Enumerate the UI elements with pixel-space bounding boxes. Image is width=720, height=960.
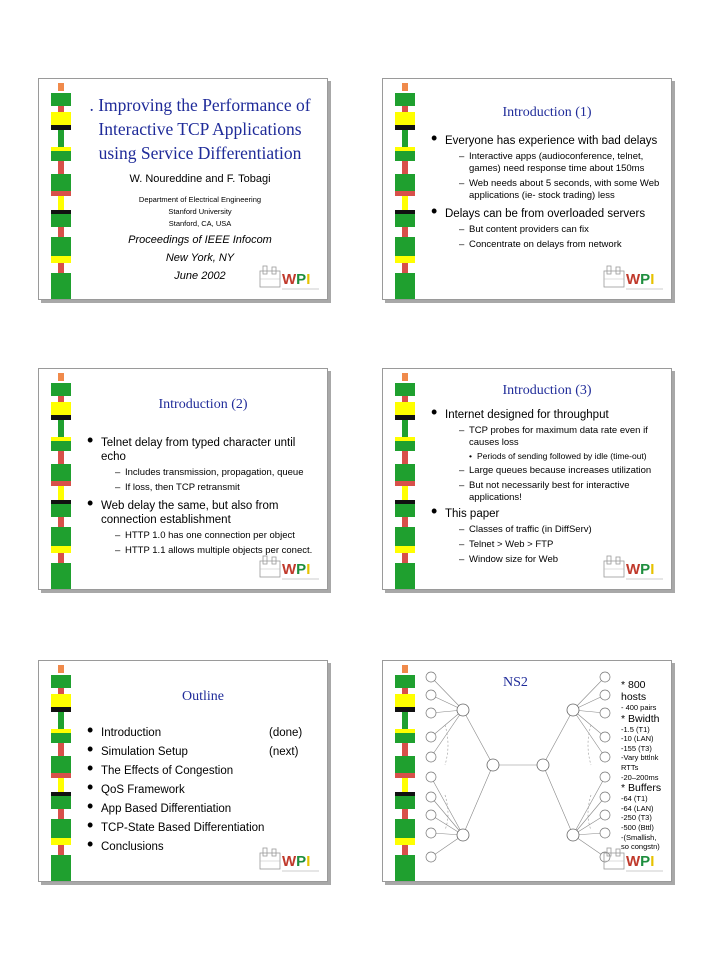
ns2-param-line: so congstn) [621,842,660,852]
sub-bullet: – Interactive apps (audioconference, telnet, games) need response time about 150ms [459,151,663,175]
ns2-param-line: -20–200ms [621,772,659,782]
slide-heading: NS2 [503,675,528,690]
paper-date: June 2002 [174,270,226,282]
sub-bullet: – Concentrate on delays from network [459,239,663,251]
slide-color-bar [51,661,71,881]
slide-color-bar [51,79,71,299]
wpi-logo [603,845,665,875]
slide-heading: Introduction (2) [158,397,248,412]
outline-item: • Introduction (done) [87,726,319,740]
slide-ns2[interactable] [382,660,672,882]
wpi-logo [259,553,321,583]
bullet: • This paper – Classes of traffic (in DiffServ) – Telnet > Web > FTP – Window size for Web [431,507,663,566]
sub-bullet: – Web needs about 5 seconds, with some Web applications (ie- stock trading) less [459,178,663,202]
ns2-param-line: -Vary bttlnk [621,753,659,763]
slide-outline[interactable] [38,660,328,882]
bullet: • Telnet delay from typed character until echo – Includes transmission, propagation, queue – If loss, then TCP retransmit [87,436,319,494]
slide-title[interactable] [38,78,328,300]
bullet: • Web delay the same, but also from connection establishment – HTTP 1.0 has one connection per object – HTTP 1.1 allows multiple objects per conect. [87,499,319,557]
bullet: • Internet designed for throughput – TCP probes for maximum data rate even if causes loss • Periods of sending followed by idle (time-out) – Large queues because increases utilization – But not necessarily best for interactive applications! [431,408,663,504]
bullet: • Delays can be from overloaded servers – But content providers can fix – Concentrate on delays from network [431,207,663,251]
bullet: • Everyone has experience with bad delays – Interactive apps (audioconference, telnet, games) need response time about 150ms – Web needs about 5 seconds, with some Web applications (ie- stock trading) less [431,134,663,202]
ns2-param-line: -64 (LAN) [621,803,654,813]
ns2-param-line: * Bwidth [621,712,660,725]
slide-heading: Introduction (1) [502,105,592,120]
ns2-param-line: -10 (LAN) [621,734,654,744]
sub-bullet: – Telnet > Web > FTP [459,539,663,551]
outline-item: • Conclusions [87,840,319,854]
paper-dept: Department of Electrical Engineering [138,195,262,204]
svg-text:WPI: WPI [282,271,311,288]
paper-proceedings: Proceedings of IEEE Infocom [128,234,272,246]
sub-bullet: – Includes transmission, propagation, queue [115,467,319,479]
svg-text:WPI: WPI [626,271,655,288]
paper-title: . Improving the Performance of Interactive TCP Applications using Service Differentiation [89,95,311,163]
sub-bullet: – TCP probes for maximum data rate even if causes loss • Periods of sending followed by idle (time-out) [459,425,663,462]
slide-color-bar [51,369,71,589]
slide-intro-2[interactable] [38,368,328,590]
sub-bullet: – Window size for Web [459,554,663,566]
ns2-param-line: - 400 pairs [621,703,657,712]
wpi-logo [259,263,321,293]
paper-university: Stanford University [168,207,232,216]
sub-bullet: – But not necessarily best for interactive applications! [459,480,663,504]
svg-text:WPI: WPI [626,561,655,578]
svg-text:WPI: WPI [282,853,311,870]
network-topology-diagram [423,665,613,877]
ns2-param-line: -250 (T3) [621,813,652,823]
paper-city: New York, NY [165,252,235,264]
svg-text:WPI: WPI [626,853,655,870]
wpi-logo [603,553,665,583]
slide-heading: Outline [182,689,224,704]
sub-bullet: – But content providers can fix [459,224,663,236]
sub-bullet: – HTTP 1.0 has one connection per object [115,530,319,542]
wpi-logo [603,263,665,293]
slide-color-bar [395,79,415,299]
sub-bullet: – If loss, then TCP retransmit [115,482,319,494]
sub-bullet: – Large queues because increases utilization [459,465,663,477]
ns2-param-line: * Buffers [621,782,662,795]
ns2-param-line: -1.5 (T1) [621,724,650,734]
outline-item: • QoS Framework [87,783,319,797]
svg-text:WPI: WPI [282,561,311,578]
outline-item: • App Based Differentiation [87,802,319,816]
ns2-parameters [621,679,672,852]
outline-list [87,726,319,854]
slide-intro-1[interactable] [382,78,672,300]
ns2-param-line: -500 (Bttl) [621,822,654,832]
paper-location: Stanford, CA, USA [168,219,232,228]
slide-color-bar [395,369,415,589]
ns2-param-line: -155 (T3) [621,743,652,753]
slide-heading: Introduction (3) [502,383,592,398]
ns2-param-line: -64 (T1) [621,794,648,804]
outline-item: • TCP-State Based Differentiation [87,821,319,835]
slide-color-bar [395,661,415,881]
sub-bullet: – HTTP 1.1 allows multiple objects per conect. [115,545,319,557]
sub-bullet: – Classes of traffic (in DiffServ) [459,524,663,536]
ns2-param-line: -(Smallish, [621,832,657,842]
sub-sub-bullet: • Periods of sending followed by idle (time-out) [469,451,663,462]
outline-item: • Simulation Setup (next) [87,745,319,759]
wpi-logo [259,845,321,875]
ns2-param-line: RTTs [621,762,639,772]
outline-item: • The Effects of Congestion [87,764,319,778]
paper-authors: W. Noureddine and F. Tobagi [129,173,271,185]
ns2-param-line: * 800 hosts [621,679,647,703]
slide-intro-3[interactable] [382,368,672,590]
